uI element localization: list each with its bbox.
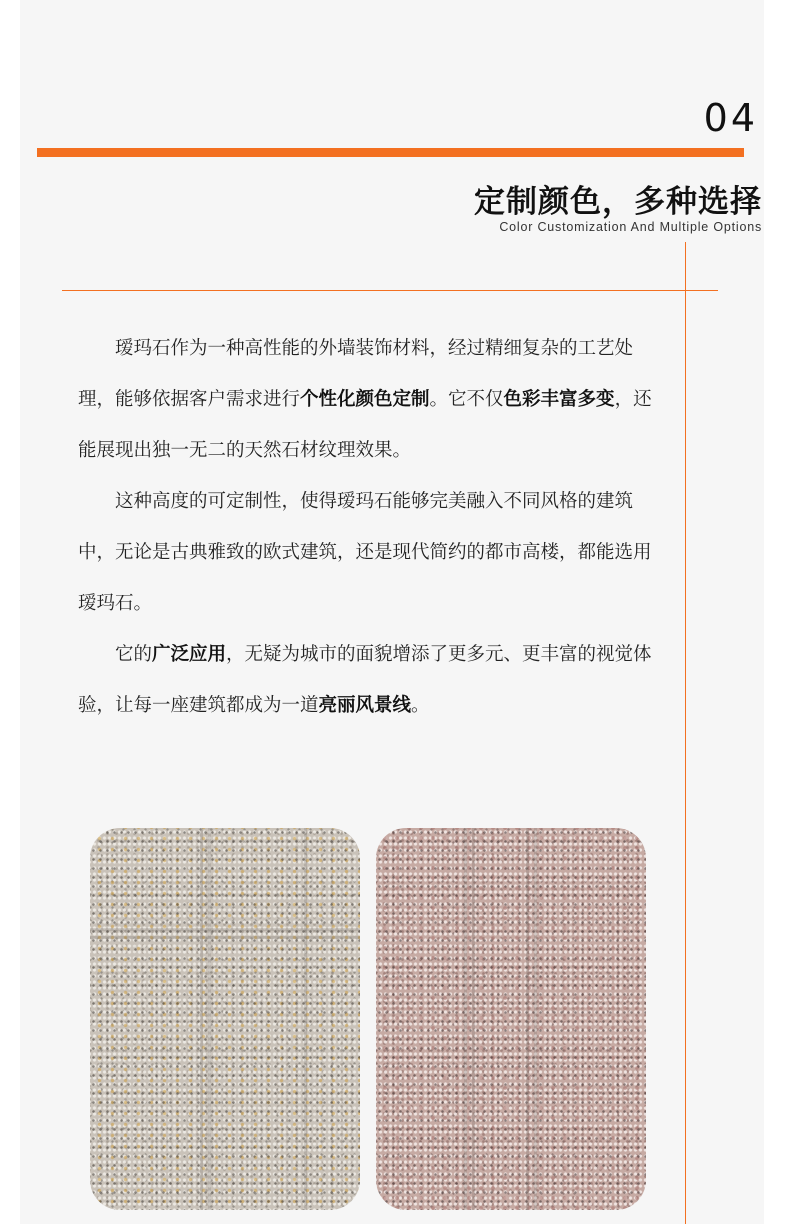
groove-line — [534, 828, 537, 1210]
para-3-seg-4: 亮丽风景线 — [318, 695, 412, 716]
para-3-seg-3: ，无疑为城市的面貌增添了更多元、更丰富的视觉体验，让每一座建筑都成为一道 — [78, 644, 652, 716]
groove-line — [472, 828, 475, 1210]
stone-sample-pink — [376, 828, 646, 1210]
para-3-seg-1: 它的 — [115, 644, 153, 665]
section-subtitle: Color Customization And Multiple Options — [499, 220, 762, 234]
page — [20, 0, 764, 1224]
stone-sample-beige — [90, 828, 360, 1210]
groove-line — [464, 828, 467, 1210]
para-1-seg-2: 个性化颜色定制 — [300, 389, 430, 410]
paragraph-3 — [78, 629, 668, 731]
vertical-accent-line — [685, 242, 686, 1224]
para-1-seg-4: 色彩丰富多变 — [503, 389, 615, 410]
paragraph-2 — [78, 476, 668, 629]
para-1-seg-3: 。它不仅 — [429, 389, 504, 410]
body-text — [78, 323, 668, 731]
groove-line — [200, 828, 203, 1210]
paragraph-1 — [78, 323, 668, 476]
para-3-seg-5: 。 — [411, 695, 430, 716]
para-1-seg-1: 瑷玛石作为一种高性能的外墙装饰材料，经过精细复杂的工艺处理，能够依据客户需求进行 — [78, 338, 634, 410]
section-number: 04 — [703, 96, 758, 140]
groove-line — [90, 928, 360, 931]
groove-line — [208, 828, 211, 1210]
section-title: 定制颜色，多种选择 — [474, 184, 762, 220]
para-3-seg-2: 广泛应用 — [152, 644, 227, 665]
groove-line — [304, 828, 307, 1210]
horizontal-accent-line — [62, 290, 718, 291]
orange-divider-bar — [37, 148, 744, 157]
para-1-seg-5: ，还能展现出独一无二的天然石材纹理效果。 — [78, 389, 652, 461]
groove-line — [526, 828, 529, 1210]
groove-line — [90, 936, 360, 939]
para-2-seg-1: 这种高度的可定制性，使得瑷玛石能够完美融入不同风格的建筑中，无论是古典雅致的欧式建筑，还是现代简约的都市高楼，都能选用瑷玛石。 — [78, 491, 652, 614]
